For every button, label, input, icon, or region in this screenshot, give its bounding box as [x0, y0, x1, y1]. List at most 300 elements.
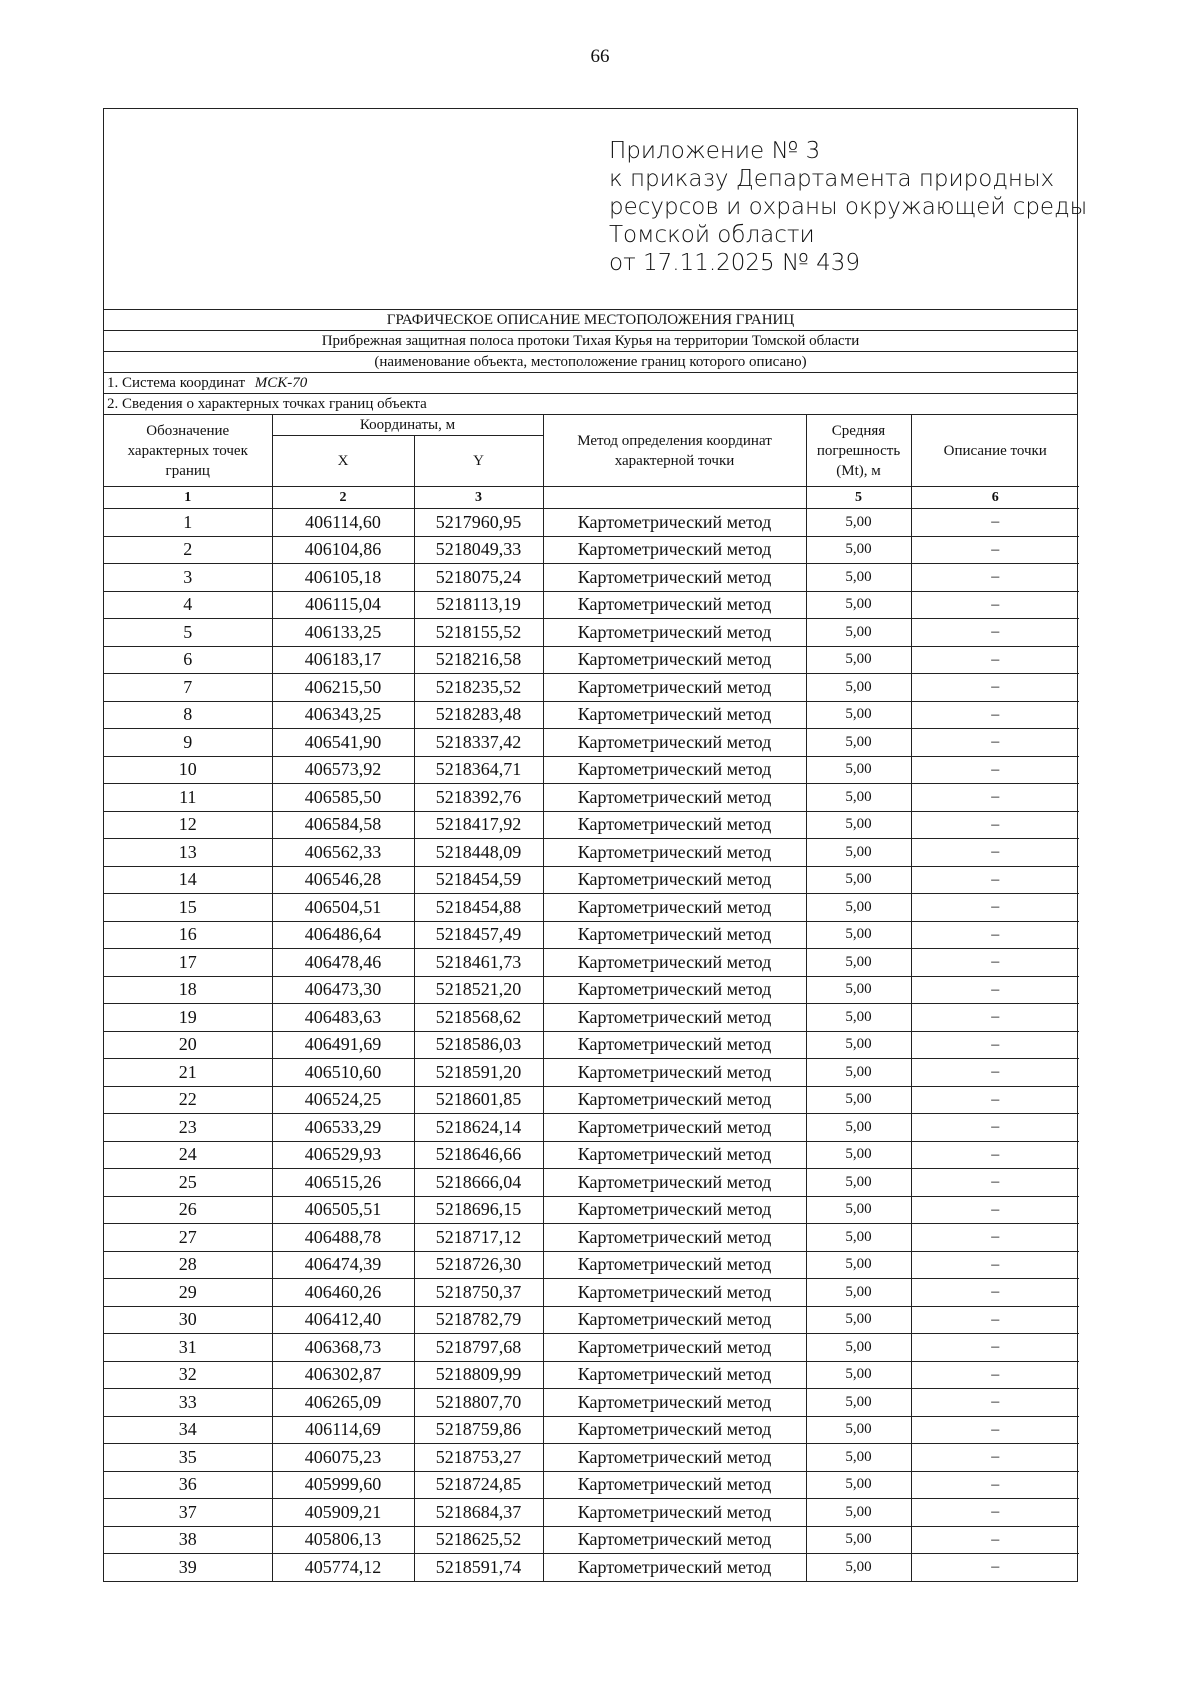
coord-x: 406215,50 [272, 674, 414, 702]
point-description: – [911, 1361, 1079, 1389]
table-row [104, 811, 1079, 839]
method: Картометрический метод [543, 509, 806, 537]
method: Картометрический метод [543, 1251, 806, 1279]
coord-x: 406524,25 [272, 1086, 414, 1114]
point-number: 24 [104, 1141, 272, 1169]
header-designation: Обозначение характерных точек границ [104, 415, 272, 487]
mean-error: 5,00 [806, 756, 911, 784]
mean-error: 5,00 [806, 1444, 911, 1472]
table-row [104, 1471, 1079, 1499]
point-number: 17 [104, 949, 272, 977]
coord-x: 406460,26 [272, 1279, 414, 1307]
coord-y: 5218283,48 [414, 701, 543, 729]
point-description: – [911, 1004, 1079, 1032]
column-number: 1 [104, 487, 272, 509]
point-description: – [911, 619, 1079, 647]
point-number: 39 [104, 1554, 272, 1581]
point-number: 25 [104, 1169, 272, 1197]
coord-y: 5218113,19 [414, 591, 543, 619]
table-row [104, 1251, 1079, 1279]
coord-y: 5218726,30 [414, 1251, 543, 1279]
mean-error: 5,00 [806, 1499, 911, 1527]
point-description: – [911, 1141, 1079, 1169]
coord-x: 406368,73 [272, 1334, 414, 1362]
coord-system-label: 1. Система координат [107, 375, 246, 391]
coord-y: 5218809,99 [414, 1361, 543, 1389]
mean-error: 5,00 [806, 1086, 911, 1114]
table-row [104, 1444, 1079, 1472]
coord-x: 406075,23 [272, 1444, 414, 1472]
table-row [104, 1224, 1079, 1252]
point-number: 37 [104, 1499, 272, 1527]
mean-error: 5,00 [806, 1554, 911, 1581]
table-header-row [104, 415, 1079, 436]
table-row [104, 1004, 1079, 1032]
point-description: – [911, 1114, 1079, 1142]
table-row [104, 949, 1079, 977]
coord-y: 5218448,09 [414, 839, 543, 867]
table-row [104, 1086, 1079, 1114]
mean-error: 5,00 [806, 646, 911, 674]
point-number: 34 [104, 1416, 272, 1444]
table-row [104, 1059, 1079, 1087]
object-name: Прибрежная защитная полоса протоки Тихая Курья на территории Томской области [104, 331, 1077, 352]
method: Картометрический метод [543, 564, 806, 592]
point-number: 36 [104, 1471, 272, 1499]
point-description: – [911, 1059, 1079, 1087]
method: Картометрический метод [543, 1389, 806, 1417]
coord-x: 406302,87 [272, 1361, 414, 1389]
table-row [104, 894, 1079, 922]
point-description: – [911, 1471, 1079, 1499]
coord-x: 406515,26 [272, 1169, 414, 1197]
mean-error: 5,00 [806, 839, 911, 867]
coord-x: 406529,93 [272, 1141, 414, 1169]
point-number: 19 [104, 1004, 272, 1032]
method: Картометрический метод [543, 1444, 806, 1472]
appendix-block [104, 109, 1088, 310]
coord-y: 5218216,58 [414, 646, 543, 674]
method: Картометрический метод [543, 1361, 806, 1389]
point-description: – [911, 784, 1079, 812]
table-row [104, 619, 1079, 647]
point-number: 6 [104, 646, 272, 674]
appendix-line: Томской области [609, 222, 815, 248]
table-row [104, 1031, 1079, 1059]
method: Картометрический метод [543, 784, 806, 812]
point-number: 18 [104, 976, 272, 1004]
coord-x: 406533,29 [272, 1114, 414, 1142]
point-number: 29 [104, 1279, 272, 1307]
method: Картометрический метод [543, 1306, 806, 1334]
point-number: 33 [104, 1389, 272, 1417]
coord-y: 5218717,12 [414, 1224, 543, 1252]
point-description: – [911, 1251, 1079, 1279]
column-number: 2 [272, 487, 414, 509]
mean-error: 5,00 [806, 949, 911, 977]
table-row [104, 1141, 1079, 1169]
coord-y: 5217960,95 [414, 509, 543, 537]
coord-y: 5218591,20 [414, 1059, 543, 1087]
table-row [104, 1361, 1079, 1389]
table-row [104, 591, 1079, 619]
column-number: 5 [806, 487, 911, 509]
method: Картометрический метод [543, 1499, 806, 1527]
point-description: – [911, 1334, 1079, 1362]
method: Картометрический метод [543, 1471, 806, 1499]
appendix-line: к приказу Департамента природных [609, 166, 1055, 192]
method: Картометрический метод [543, 811, 806, 839]
point-description: – [911, 756, 1079, 784]
column-number-row [104, 487, 1079, 509]
point-description: – [911, 839, 1079, 867]
coord-x: 406573,92 [272, 756, 414, 784]
method: Картометрический метод [543, 1196, 806, 1224]
point-description: – [911, 564, 1079, 592]
method: Картометрический метод [543, 1086, 806, 1114]
point-description: – [911, 591, 1079, 619]
point-number: 13 [104, 839, 272, 867]
method: Картометрический метод [543, 894, 806, 922]
points-table [104, 415, 1079, 1581]
point-number: 30 [104, 1306, 272, 1334]
coord-x: 406104,86 [272, 536, 414, 564]
point-number: 9 [104, 729, 272, 757]
point-description: – [911, 1389, 1079, 1417]
coord-x: 406505,51 [272, 1196, 414, 1224]
point-number: 12 [104, 811, 272, 839]
coord-y: 5218392,76 [414, 784, 543, 812]
coord-y: 5218461,73 [414, 949, 543, 977]
mean-error: 5,00 [806, 976, 911, 1004]
table-row [104, 1279, 1079, 1307]
method: Картометрический метод [543, 1334, 806, 1362]
mean-error: 5,00 [806, 784, 911, 812]
method: Картометрический метод [543, 1059, 806, 1087]
point-description: – [911, 866, 1079, 894]
mean-error: 5,00 [806, 1334, 911, 1362]
point-description: – [911, 921, 1079, 949]
point-number: 4 [104, 591, 272, 619]
method: Картометрический метод [543, 1279, 806, 1307]
coord-x: 406483,63 [272, 1004, 414, 1032]
method: Картометрический метод [543, 1526, 806, 1554]
method: Картометрический метод [543, 1169, 806, 1197]
coord-x: 406105,18 [272, 564, 414, 592]
mean-error: 5,00 [806, 1389, 911, 1417]
mean-error: 5,00 [806, 1224, 911, 1252]
point-number: 28 [104, 1251, 272, 1279]
coord-y: 5218454,88 [414, 894, 543, 922]
mean-error: 5,00 [806, 536, 911, 564]
table-row [104, 729, 1079, 757]
table-row [104, 1169, 1079, 1197]
method: Картометрический метод [543, 536, 806, 564]
header-method: Метод определения координат характерной точки [543, 415, 806, 487]
mean-error: 5,00 [806, 1059, 911, 1087]
page-number: 66 [590, 46, 610, 67]
appendix-line: от 17.11.2025 № 439 [609, 250, 861, 276]
method: Картометрический метод [543, 921, 806, 949]
table-row [104, 509, 1079, 537]
coord-y: 5218750,37 [414, 1279, 543, 1307]
method: Картометрический метод [543, 1141, 806, 1169]
method: Картометрический метод [543, 839, 806, 867]
coord-y: 5218601,85 [414, 1086, 543, 1114]
column-number: 6 [911, 487, 1079, 509]
table-row [104, 1334, 1079, 1362]
method: Картометрический метод [543, 1004, 806, 1032]
coord-system-value: МСК-70 [254, 375, 308, 391]
table-row [104, 784, 1079, 812]
method: Картометрический метод [543, 674, 806, 702]
point-description: – [911, 1306, 1079, 1334]
coord-y: 5218759,86 [414, 1416, 543, 1444]
coord-y: 5218807,70 [414, 1389, 543, 1417]
coord-y: 5218625,52 [414, 1526, 543, 1554]
method: Картометрический метод [543, 756, 806, 784]
coord-x: 406488,78 [272, 1224, 414, 1252]
coord-x: 406265,09 [272, 1389, 414, 1417]
point-number: 1 [104, 509, 272, 537]
coord-x: 405999,60 [272, 1471, 414, 1499]
point-description: – [911, 976, 1079, 1004]
coord-x: 406562,33 [272, 839, 414, 867]
mean-error: 5,00 [806, 1141, 911, 1169]
point-number: 20 [104, 1031, 272, 1059]
method: Картометрический метод [543, 866, 806, 894]
table-row [104, 1554, 1079, 1581]
mean-error: 5,00 [806, 811, 911, 839]
points-info: 2. Сведения о характерных точках границ объекта [104, 394, 1077, 415]
coord-x: 406474,39 [272, 1251, 414, 1279]
method: Картометрический метод [543, 619, 806, 647]
point-number: 31 [104, 1334, 272, 1362]
point-description: – [911, 729, 1079, 757]
coord-x: 406114,69 [272, 1416, 414, 1444]
table-row [104, 646, 1079, 674]
mean-error: 5,00 [806, 1279, 911, 1307]
coord-y: 5218591,74 [414, 1554, 543, 1581]
point-description: – [911, 1196, 1079, 1224]
coord-x: 405806,13 [272, 1526, 414, 1554]
coord-x: 406412,40 [272, 1306, 414, 1334]
method: Картометрический метод [543, 1554, 806, 1581]
coord-y: 5218782,79 [414, 1306, 543, 1334]
coord-y: 5218696,15 [414, 1196, 543, 1224]
point-number: 3 [104, 564, 272, 592]
coord-y: 5218235,52 [414, 674, 543, 702]
mean-error: 5,00 [806, 1004, 911, 1032]
point-description: – [911, 1169, 1079, 1197]
mean-error: 5,00 [806, 729, 911, 757]
method: Картометрический метод [543, 1031, 806, 1059]
table-row [104, 1416, 1079, 1444]
point-number: 5 [104, 619, 272, 647]
point-number: 32 [104, 1361, 272, 1389]
point-description: – [911, 1554, 1079, 1581]
mean-error: 5,00 [806, 619, 911, 647]
coord-y: 5218724,85 [414, 1471, 543, 1499]
coord-y: 5218075,24 [414, 564, 543, 592]
point-number: 16 [104, 921, 272, 949]
table-body [104, 509, 1079, 1581]
table-row [104, 976, 1079, 1004]
table-row [104, 701, 1079, 729]
point-description: – [911, 646, 1079, 674]
method: Картометрический метод [543, 646, 806, 674]
mean-error: 5,00 [806, 1361, 911, 1389]
point-description: – [911, 1086, 1079, 1114]
point-number: 22 [104, 1086, 272, 1114]
appendix-text [609, 137, 1087, 277]
coord-y: 5218337,42 [414, 729, 543, 757]
point-description: – [911, 1416, 1079, 1444]
coord-y: 5218155,52 [414, 619, 543, 647]
coord-x: 406114,60 [272, 509, 414, 537]
mean-error: 5,00 [806, 1031, 911, 1059]
mean-error: 5,00 [806, 509, 911, 537]
coord-y: 5218753,27 [414, 1444, 543, 1472]
point-description: – [911, 674, 1079, 702]
coord-y: 5218049,33 [414, 536, 543, 564]
table-row [104, 1114, 1079, 1142]
header-error: Средняя погрешность (Mt), м [806, 415, 911, 487]
table-row [104, 674, 1079, 702]
coord-x: 406133,25 [272, 619, 414, 647]
coord-x: 406541,90 [272, 729, 414, 757]
point-description: – [911, 1279, 1079, 1307]
point-number: 14 [104, 866, 272, 894]
mean-error: 5,00 [806, 866, 911, 894]
coord-y: 5218521,20 [414, 976, 543, 1004]
mean-error: 5,00 [806, 921, 911, 949]
coord-x: 406343,25 [272, 701, 414, 729]
coord-y: 5218684,37 [414, 1499, 543, 1527]
coord-x: 405909,21 [272, 1499, 414, 1527]
coord-x: 406584,58 [272, 811, 414, 839]
mean-error: 5,00 [806, 1416, 911, 1444]
point-number: 27 [104, 1224, 272, 1252]
method: Картометрический метод [543, 1224, 806, 1252]
mean-error: 5,00 [806, 1526, 911, 1554]
header-description: Описание точки [911, 415, 1079, 487]
coord-x: 406473,30 [272, 976, 414, 1004]
mean-error: 5,00 [806, 674, 911, 702]
point-number: 7 [104, 674, 272, 702]
table-row [104, 536, 1079, 564]
table-row [104, 839, 1079, 867]
table-row [104, 1389, 1079, 1417]
header-y: Y [414, 436, 543, 487]
coord-y: 5218624,14 [414, 1114, 543, 1142]
point-description: – [911, 509, 1079, 537]
point-description: – [911, 811, 1079, 839]
point-number: 38 [104, 1526, 272, 1554]
coord-x: 406546,28 [272, 866, 414, 894]
point-description: – [911, 1031, 1079, 1059]
table-row [104, 1196, 1079, 1224]
point-description: – [911, 1444, 1079, 1472]
coord-system-row [104, 373, 1077, 394]
mean-error: 5,00 [806, 564, 911, 592]
method: Картометрический метод [543, 976, 806, 1004]
mean-error: 5,00 [806, 1471, 911, 1499]
table-row [104, 1526, 1079, 1554]
mean-error: 5,00 [806, 1169, 911, 1197]
point-number: 21 [104, 1059, 272, 1087]
coord-y: 5218454,59 [414, 866, 543, 894]
coord-y: 5218417,92 [414, 811, 543, 839]
column-number: 3 [414, 487, 543, 509]
appendix-line: ресурсов и охраны окружающей среды [609, 194, 1088, 220]
coord-x: 406486,64 [272, 921, 414, 949]
coord-y: 5218568,62 [414, 1004, 543, 1032]
column-number [543, 487, 806, 509]
point-number: 2 [104, 536, 272, 564]
coord-y: 5218364,71 [414, 756, 543, 784]
table-row [104, 921, 1079, 949]
coord-x: 406115,04 [272, 591, 414, 619]
table-row [104, 756, 1079, 784]
coord-y: 5218646,66 [414, 1141, 543, 1169]
method: Картометрический метод [543, 729, 806, 757]
point-description: – [911, 536, 1079, 564]
point-description: – [911, 701, 1079, 729]
point-description: – [911, 1224, 1079, 1252]
point-number: 8 [104, 701, 272, 729]
mean-error: 5,00 [806, 591, 911, 619]
table-row [104, 866, 1079, 894]
point-number: 11 [104, 784, 272, 812]
mean-error: 5,00 [806, 1306, 911, 1334]
document-frame [103, 108, 1088, 1582]
coord-x: 406510,60 [272, 1059, 414, 1087]
method: Картометрический метод [543, 701, 806, 729]
point-number: 10 [104, 756, 272, 784]
point-description: – [911, 949, 1079, 977]
object-caption: (наименование объекта, местоположение границ которого описано) [104, 352, 1077, 373]
method: Картометрический метод [543, 1416, 806, 1444]
coord-x: 405774,12 [272, 1554, 414, 1581]
coord-x: 406491,69 [272, 1031, 414, 1059]
method: Картометрический метод [543, 591, 806, 619]
point-number: 35 [104, 1444, 272, 1472]
coord-y: 5218586,03 [414, 1031, 543, 1059]
coord-y: 5218797,68 [414, 1334, 543, 1362]
mean-error: 5,00 [806, 1196, 911, 1224]
mean-error: 5,00 [806, 1251, 911, 1279]
point-description: – [911, 1499, 1079, 1527]
header-coordinates: Координаты, м [272, 415, 543, 436]
method: Картометрический метод [543, 949, 806, 977]
table-row [104, 1306, 1079, 1334]
mean-error: 5,00 [806, 1114, 911, 1142]
point-number: 15 [104, 894, 272, 922]
header-x: X [272, 436, 414, 487]
mean-error: 5,00 [806, 701, 911, 729]
coord-y: 5218457,49 [414, 921, 543, 949]
point-number: 26 [104, 1196, 272, 1224]
coord-x: 406183,17 [272, 646, 414, 674]
table-row [104, 1499, 1079, 1527]
point-description: – [911, 894, 1079, 922]
coord-x: 406585,50 [272, 784, 414, 812]
document-title: ГРАФИЧЕСКОЕ ОПИСАНИЕ МЕСТОПОЛОЖЕНИЯ ГРАНИЦ [104, 310, 1077, 331]
coord-x: 406478,46 [272, 949, 414, 977]
point-description: – [911, 1526, 1079, 1554]
mean-error: 5,00 [806, 894, 911, 922]
